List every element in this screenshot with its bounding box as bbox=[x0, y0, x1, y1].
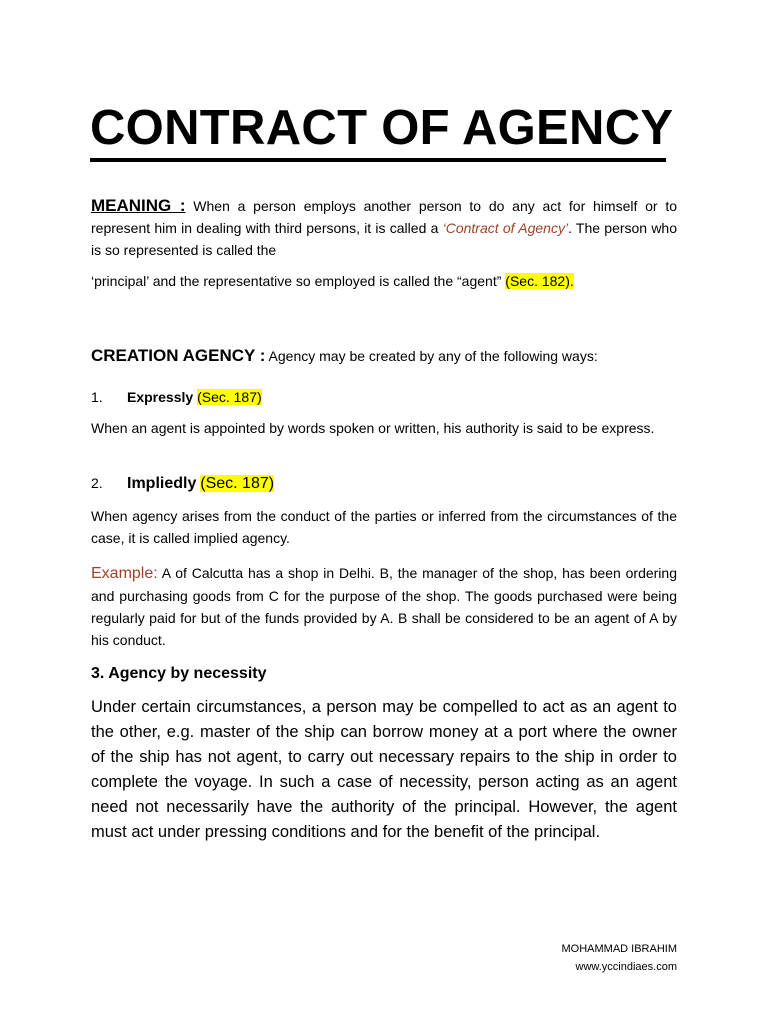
meaning-line2-text: ‘principal’ and the representative so employed is called the “agent” bbox=[91, 273, 506, 289]
footer-website: www.yccindiaes.com bbox=[575, 961, 677, 973]
meaning-label: MEANING : bbox=[91, 196, 186, 215]
creation-agency-paragraph bbox=[91, 345, 677, 367]
way-1-heading bbox=[91, 386, 677, 408]
example-text: A of Calcutta has a shop in Delhi. B, the manager of the shop, has been ordering and purchasing goods from C for the purpose of the shop. The goods purchased were being regularly paid for but of the funds provided by A. B shall be considered to be an agent of A by his conduct. bbox=[91, 565, 677, 648]
example-paragraph bbox=[91, 562, 677, 651]
page-footer bbox=[562, 940, 678, 976]
necessity-description: Under certain circumstances, a person may be compelled to act as an agent to the other, e.g. master of the ship can borrow money at a port where the owner of the ship has not agent, to carry out necessary repairs to the ship in order to complete the voyage. In such a case of necessity, person acting as an agent need not necessarily have the authority of the principal. However, the agent must act under pressing conditions and for the benefit of the principal. bbox=[91, 698, 677, 841]
meaning-paragraph bbox=[91, 195, 677, 261]
way-1-description: When an agent is appointed by words spoken or written, his authority is said to be express. bbox=[91, 420, 655, 436]
necessity-heading bbox=[91, 662, 677, 685]
way-2-heading bbox=[91, 472, 677, 495]
way-2-section-ref: (Sec. 187) bbox=[200, 475, 275, 492]
page-title: CONTRACT OF AGENCY bbox=[90, 101, 674, 155]
way-1-title: Expressly bbox=[127, 389, 194, 405]
way-2-number: 2. bbox=[91, 475, 103, 491]
contract-of-agency-term: ‘Contract of Agency’ bbox=[442, 220, 569, 236]
creation-agency-text: Agency may be created by any of the following ways: bbox=[265, 348, 598, 364]
meaning-second-line bbox=[91, 270, 677, 292]
creation-agency-label: CREATION AGENCY : bbox=[91, 346, 266, 365]
way-1-number: 1. bbox=[91, 389, 103, 405]
footer-author: MOHAMMAD IBRAHIM bbox=[561, 943, 677, 955]
way-1-section-ref: (Sec. 187) bbox=[197, 389, 262, 405]
meaning-text-part1: When a person employs another person to do any act for himself or to represent him in dealing with third persons, it is called a bbox=[91, 198, 677, 236]
meaning-section-ref: (Sec. 182). bbox=[505, 273, 574, 289]
title-underline-rule bbox=[90, 158, 666, 162]
meaning-text-part2: . The person who is so represented is called the bbox=[91, 220, 678, 258]
necessity-title: 3. Agency by necessity bbox=[91, 665, 267, 682]
way-2-description: When agency arises from the conduct of the parties or inferred from the circumstances of the case, it is called implied agency. bbox=[91, 508, 677, 546]
example-label: Example: bbox=[91, 565, 158, 582]
way-2-title: Impliedly bbox=[127, 475, 197, 492]
